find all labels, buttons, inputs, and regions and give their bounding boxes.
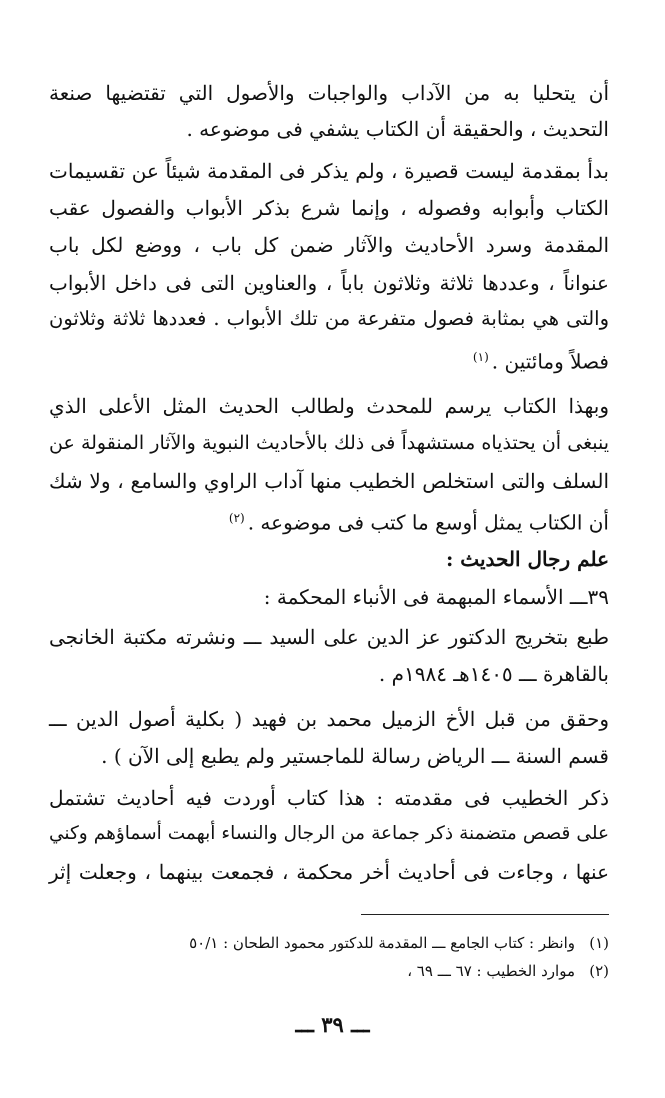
footnote xyxy=(189,932,609,956)
text-line: وحقق من قبل الأخ الزميل محمد بن فهيد ( بكلية أصول الدين ـــ xyxy=(49,707,609,731)
text-line: المقدمة وسرد الأحاديث والآثار ضمن كل باب ، ووضع لكل باب xyxy=(49,233,609,257)
text-line: ذكر الخطيب فى مقدمته : هذا كتاب أوردت فيه أحاديث تشتمل xyxy=(49,786,609,810)
footnote-number: (١) xyxy=(589,934,609,952)
text-line: أن يتحليا به من الآداب والواجبات والأصول التي تقتضيها صنعة xyxy=(49,81,609,105)
text-line: قسم السنة ـــ الرياض رسالة للماجستير ولم يطبع إلى الآن ) . xyxy=(101,744,609,768)
text-line: بدأ بمقدمة ليست قصيرة ، ولم يذكر فى المقدمة شيئاً عن تقسيمات xyxy=(49,159,609,183)
page-number: ـــ ٣٩ ـــ xyxy=(295,1012,370,1037)
text-line: عنواناً ، وعددها ثلاثة وثلاثون باباً ، والعناوين التى فى داخل الأبواب xyxy=(49,271,609,295)
text-line xyxy=(49,344,609,374)
text-line: ينبغى أن يحتذياه مستشهداً فى ذلك بالأحاديث النبوية والآثار المنقولة عن xyxy=(49,432,609,454)
text-line: الكتاب وأبوابه وفصوله ، وإنما شرع بذكر الأبواب والفصول عقب xyxy=(49,196,609,220)
text-line-content: أن الكتاب يمثل أوسع ما كتب فى موضوعه . xyxy=(247,510,609,535)
section-heading: علم رجال الحديث : xyxy=(445,547,609,571)
footnote-text: موارد الخطيب : ٦٧ ـــ ٦٩ ، xyxy=(407,962,575,980)
footnote xyxy=(407,960,609,984)
footnote-reference: (٢) xyxy=(228,511,245,525)
text-line: وبهذا الكتاب يرسم للمحدث ولطالب الحديث المثل الأعلى الذي xyxy=(49,394,609,418)
footnote-separator xyxy=(361,914,609,915)
text-line: بالقاهرة ـــ ١٤٠٥هـ ١٩٨٤م . xyxy=(378,662,609,686)
entry-title: ٣٩ـــ الأسماء المبهمة فى الأنباء المحكمة : xyxy=(263,585,609,609)
text-line: على قصص متضمنة ذكر جماعة من الرجال والنساء أبهمت أسماؤهم وكني xyxy=(49,823,609,844)
footnote-number: (٢) xyxy=(589,962,609,980)
text-line: السلف والتى استخلص الخطيب منها آداب الراوي والسامع ، ولا شك xyxy=(49,469,609,493)
footnote-text: وانظر : كتاب الجامع ـــ المقدمة للدكتور محمود الطحان : ٥٠/١ xyxy=(189,934,575,952)
text-line: عنها ، وجاءت فى أحاديث أخر محكمة ، فجمعت بينهما ، وجعلت إثر xyxy=(49,860,609,884)
text-line: والتى هي بمثابة فصول متفرعة من تلك الأبواب . فعددها ثلاثة وثلاثون xyxy=(49,307,609,330)
text-line: طبع بتخريج الدكتور عز الدين على السيد ـــ ونشرته مكتبة الخانجى xyxy=(49,625,609,649)
footnote-reference: (١) xyxy=(472,350,489,364)
text-line: التحديث ، والحقيقة أن الكتاب يشفي فى موضوعه . xyxy=(186,117,609,141)
text-line xyxy=(49,505,609,535)
text-line-content: فصلاً ومائتين . xyxy=(491,349,609,374)
